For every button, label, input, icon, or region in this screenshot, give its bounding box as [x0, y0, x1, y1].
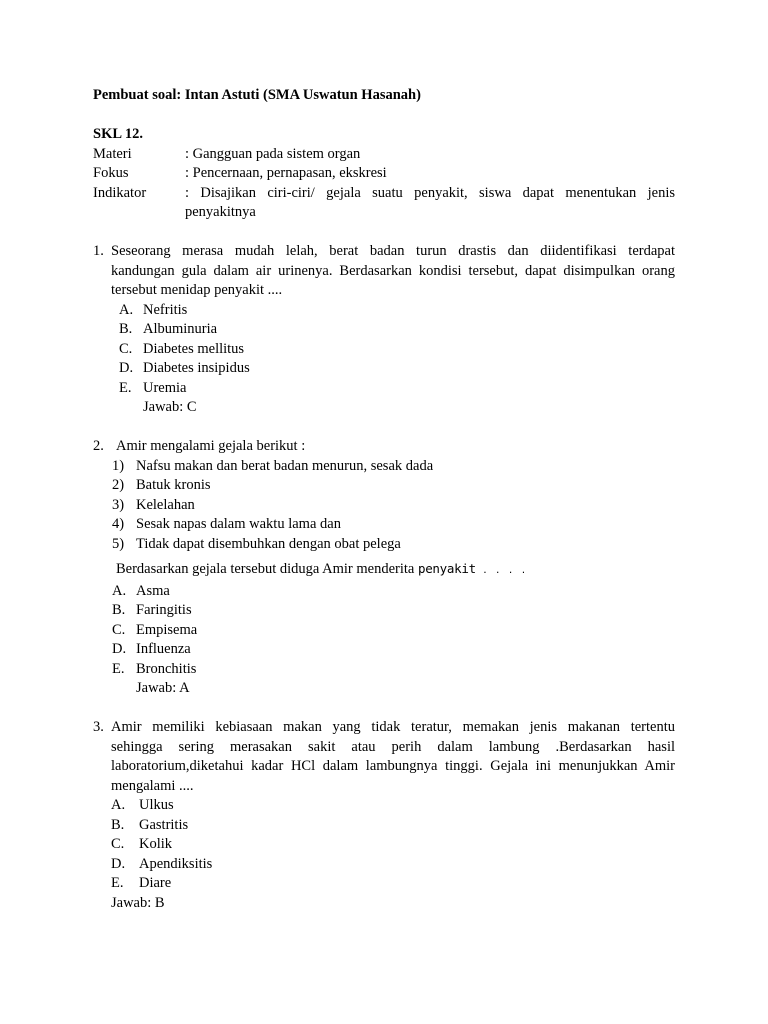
- meta-value: : Gangguan pada sistem organ: [185, 145, 361, 162]
- meta-value: : Pencernaan, pernapasan, ekskresi: [185, 165, 387, 181]
- option-text: Apendiksitis: [139, 855, 213, 872]
- answer-key: Jawab: B: [111, 894, 165, 911]
- answer-key: Jawab: C: [143, 399, 197, 415]
- option-letter: E.: [119, 379, 132, 396]
- question-3: [93, 718, 675, 913]
- symptom-text: Nafsu makan dan berat badan menurun, sesak dada: [136, 457, 434, 474]
- option-text: Kolik: [139, 836, 173, 852]
- symptom-number: 5): [112, 535, 125, 552]
- symptom-item: [112, 476, 675, 496]
- symptom-text: Batuk kronis: [136, 477, 211, 493]
- option-b: [119, 320, 675, 340]
- option-letter: B.: [112, 602, 126, 618]
- symptom-item: [112, 496, 675, 516]
- meta-label: Fokus: [93, 165, 129, 181]
- option-text: Influenza: [136, 641, 191, 657]
- question-prompt-dots: . . . .: [475, 566, 528, 576]
- question-number: 2.: [93, 438, 104, 454]
- option-letter: B.: [119, 321, 133, 337]
- option-letter: B.: [111, 816, 125, 833]
- symptom-text: Sesak napas dalam waktu lama dan: [136, 516, 341, 532]
- question-prompt-text: Berdasarkan gejala tersebut diduga Amir menderita: [116, 561, 418, 577]
- meta-materi: [93, 145, 675, 165]
- option-text: Faringitis: [136, 602, 192, 618]
- option-c: [111, 835, 675, 855]
- option-d: [119, 359, 675, 379]
- symptom-text: Kelelahan: [136, 496, 195, 513]
- option-e: [111, 874, 675, 894]
- option-letter: C.: [112, 621, 126, 638]
- symptom-number: 2): [112, 477, 125, 493]
- meta-fokus: [93, 164, 675, 184]
- question-text: Seseorang merasa mudah lelah, berat badan turun drastis dan diidentifikasi terdapat: [111, 243, 675, 259]
- option-letter: D.: [112, 641, 127, 657]
- option-text: Uremia: [143, 379, 187, 396]
- question-text: laboratorium,diketahui kadar HCl dalam lambungnya tinggi. Gejala ini menunjukkan Amir: [111, 758, 675, 774]
- option-letter: C.: [119, 340, 133, 357]
- option-letter: E.: [111, 875, 124, 891]
- symptom-item: [112, 457, 675, 477]
- option-a: [112, 582, 675, 602]
- option-text: Empisema: [136, 621, 198, 638]
- document-page: [93, 86, 675, 913]
- option-c: [112, 621, 675, 641]
- option-text: Albuminuria: [143, 321, 218, 337]
- option-text: Asma: [136, 582, 170, 599]
- symptom-item: [112, 515, 675, 535]
- meta-indikator: [93, 184, 675, 223]
- symptom-number: 1): [112, 457, 125, 474]
- option-text: Nefritis: [143, 301, 188, 318]
- question-2: [93, 437, 675, 699]
- author-line: Pembuat soal: Intan Astuti (SMA Uswatun Hasanah): [93, 87, 421, 103]
- option-b: [112, 601, 675, 621]
- option-letter: D.: [119, 360, 134, 376]
- option-letter: E.: [112, 660, 125, 677]
- question-text: tersebut menidap penyakit ....: [111, 282, 283, 298]
- question-prompt: [116, 559, 675, 582]
- question-1: [93, 242, 675, 418]
- option-b: [111, 816, 675, 836]
- question-text: sehingga sering merasakan sakit atau perih dalam lambung .Berdasarkan hasil: [111, 738, 675, 755]
- option-d: [111, 855, 675, 875]
- question-text: kandungan gula dalam air urinenya. Berdasarkan kondisi tersebut, dapat disimpulkan orang: [111, 262, 675, 279]
- option-letter: D.: [111, 855, 126, 872]
- option-a: [111, 796, 675, 816]
- option-e: [119, 379, 675, 399]
- skl-heading: SKL 12.: [93, 126, 143, 142]
- option-text: Gastritis: [139, 816, 189, 833]
- option-letter: C.: [111, 836, 125, 852]
- meta-value: : Disajikan ciri-ciri/ gejala suatu penyakit, siswa dapat menentukan jenis: [185, 184, 675, 201]
- option-a: [119, 301, 675, 321]
- question-text: Amir memiliki kebiasaan makan yang tidak teratur, memakan jenis makanan tertentu: [111, 719, 675, 735]
- option-letter: A.: [111, 797, 126, 813]
- answer-key: Jawab: A: [136, 680, 190, 696]
- symptom-number: 3): [112, 496, 125, 513]
- meta-label: Indikator: [93, 184, 147, 201]
- option-d: [112, 640, 675, 660]
- question-number: 1.: [93, 243, 104, 259]
- meta-value-cont: penyakitnya: [185, 204, 256, 220]
- option-letter: A.: [112, 582, 127, 599]
- meta-label: Materi: [93, 145, 132, 162]
- question-text: mengalami ....: [111, 777, 194, 794]
- option-text: Diare: [139, 875, 172, 891]
- option-text: Bronchitis: [136, 660, 197, 677]
- question-number: 3.: [93, 719, 104, 735]
- option-text: Diabetes insipidus: [143, 360, 250, 376]
- option-letter: A.: [119, 301, 134, 318]
- question-prompt-word: penyakit: [417, 561, 476, 576]
- option-text: Diabetes mellitus: [143, 340, 245, 357]
- question-text: Amir mengalami gejala berikut :: [116, 438, 306, 454]
- option-c: [119, 340, 675, 360]
- symptom-item: [112, 535, 675, 555]
- symptom-number: 4): [112, 516, 125, 532]
- symptom-text: Tidak dapat disembuhkan dengan obat pelega: [136, 535, 401, 552]
- option-text: Ulkus: [139, 797, 174, 813]
- option-e: [112, 660, 675, 680]
